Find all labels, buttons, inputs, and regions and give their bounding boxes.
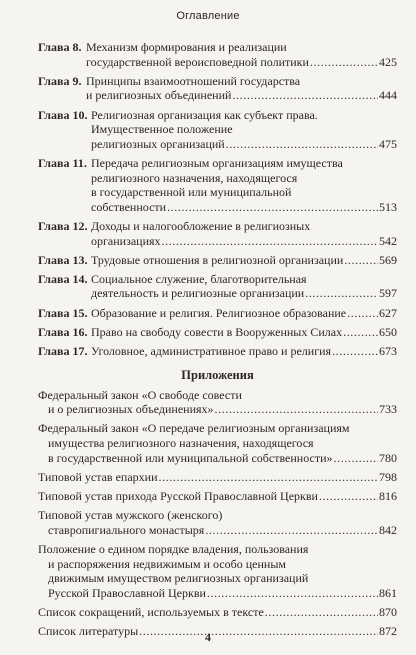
chapter-entry xyxy=(38,108,397,152)
chapter-entry xyxy=(38,156,397,214)
page-reference: 569 xyxy=(379,252,397,267)
appendix-entry xyxy=(38,470,397,485)
entry-line: Трудовые отношения в религиозной организации xyxy=(91,252,344,267)
page-reference: 597 xyxy=(379,286,397,301)
page-reference: 425 xyxy=(379,54,397,69)
dot-leader xyxy=(332,344,378,359)
dot-leader xyxy=(215,402,378,417)
entry-last-line xyxy=(38,586,397,601)
entry-last-line xyxy=(91,306,397,321)
entry-last-line xyxy=(86,55,397,70)
entry-line: Передача религиозным организациям имущества xyxy=(91,155,343,170)
entry-line: Религиозная организация как субъект права. xyxy=(91,107,318,122)
appendix-entry xyxy=(38,388,397,417)
chapter-entry xyxy=(38,272,397,301)
entry-line: Федеральный закон «О свободе совести xyxy=(38,387,242,402)
chapter-label: Глава 12. xyxy=(38,218,88,233)
entry-line: Механизм формирования и реализации xyxy=(86,40,287,54)
entry-last-line xyxy=(91,286,397,301)
page-reference: 842 xyxy=(379,522,397,537)
page-reference: 798 xyxy=(379,469,397,484)
entry-line: Русской Православной Церкви xyxy=(48,585,206,600)
dot-leader xyxy=(347,306,378,321)
entry-line: Право на свободу совести в Вооруженных Силах xyxy=(91,324,343,339)
entry-line: деятельность и религиозные организации xyxy=(91,286,305,301)
dot-leader xyxy=(162,234,378,249)
entry-line: движимым имуществом религиозных организаций xyxy=(48,571,309,586)
entry-title xyxy=(38,508,397,537)
chapter-label: Глава 14. xyxy=(38,271,88,286)
entry-last-line xyxy=(91,137,397,152)
entry-last-line xyxy=(91,325,397,340)
appendix-entry xyxy=(38,421,397,465)
chapter-label: Глава 8. xyxy=(38,40,82,54)
chapter-entry xyxy=(38,306,397,321)
page-reference: 733 xyxy=(379,402,397,417)
entry-line: имущества религиозного назначения, находящегося xyxy=(48,436,314,450)
entry-line: Уголовное, административное право и религия xyxy=(91,344,332,359)
chapter-entry xyxy=(38,344,397,359)
chapter-label: Глава 15. xyxy=(38,305,88,320)
entry-line: и о религиозных объединениях» xyxy=(48,402,214,417)
page-reference: 870 xyxy=(379,604,397,619)
chapter-entry xyxy=(38,253,397,268)
entry-title xyxy=(38,542,397,600)
entry-title xyxy=(91,306,397,321)
chapter-list xyxy=(38,40,397,359)
entry-title xyxy=(91,253,397,268)
page-reference: 542 xyxy=(379,233,397,248)
entry-last-line xyxy=(38,489,397,504)
page-reference: 650 xyxy=(379,324,397,339)
dot-leader xyxy=(310,55,378,70)
chapter-label: Глава 10. xyxy=(38,107,88,122)
entry-line: организациях xyxy=(91,233,161,248)
entry-last-line xyxy=(91,200,397,215)
dot-leader xyxy=(159,470,378,485)
chapter-label: Глава 13. xyxy=(38,252,88,267)
entry-last-line xyxy=(38,470,397,485)
page-reference: 513 xyxy=(379,199,397,214)
entry-last-line xyxy=(38,402,397,417)
entry-title xyxy=(38,470,397,485)
entry-title xyxy=(38,489,397,504)
dot-leader xyxy=(265,605,378,620)
page-reference: 861 xyxy=(379,585,397,600)
entry-line: Имущественное положение xyxy=(91,122,233,137)
chapter-entry xyxy=(38,219,397,248)
page-reference: 627 xyxy=(379,305,397,320)
appendix-entry xyxy=(38,489,397,504)
entry-line: в государственной или муниципальной собственности» xyxy=(48,450,333,465)
appendix-list xyxy=(38,388,397,639)
page-reference: 872 xyxy=(379,624,397,639)
table-of-contents xyxy=(38,40,397,643)
entry-last-line xyxy=(38,605,397,620)
entry-line: Список литературы xyxy=(38,624,139,639)
appendix-entry xyxy=(38,508,397,537)
chapter-label: Глава 17. xyxy=(38,344,88,359)
entry-title xyxy=(86,40,397,69)
dot-leader xyxy=(343,325,378,340)
dot-leader xyxy=(205,523,378,538)
page-reference: 444 xyxy=(379,88,397,103)
dot-leader xyxy=(344,253,378,268)
chapter-label: Глава 9. xyxy=(38,73,82,88)
chapter-label: Глава 16. xyxy=(38,324,88,339)
chapter-label: Глава 11. xyxy=(38,155,87,170)
entry-last-line xyxy=(38,523,397,538)
entry-title xyxy=(91,219,397,248)
entry-title xyxy=(38,388,397,417)
dot-leader xyxy=(226,137,378,152)
entry-line: государственной вероисповедной политики xyxy=(86,54,309,69)
dot-leader xyxy=(334,451,378,466)
entry-line: религиозного назначения, находящегося xyxy=(91,170,298,185)
page-reference: 816 xyxy=(379,488,397,503)
entry-line: Доходы и налогообложение в религиозных xyxy=(91,218,311,233)
entry-title xyxy=(91,272,397,301)
entry-line: в государственной или муниципальной xyxy=(91,185,292,200)
entry-line: Принципы взаимоотношений государства xyxy=(86,73,301,88)
page-reference: 780 xyxy=(379,450,397,465)
dot-leader xyxy=(207,586,378,601)
entry-line: Образование и религия. Религиозное образование xyxy=(91,305,347,320)
entry-title xyxy=(91,344,397,359)
entry-title xyxy=(91,325,397,340)
page-number: 4 xyxy=(205,630,211,644)
entry-line: и религиозных объединений xyxy=(86,88,232,103)
entry-line: Типовой устав епархии xyxy=(38,469,158,484)
entry-title xyxy=(38,421,397,465)
entry-line: Федеральный закон «О передаче религиозным организациям xyxy=(38,421,350,436)
entry-last-line xyxy=(38,451,397,466)
dot-leader xyxy=(305,286,378,301)
entry-line: Список сокращений, используемых в тексте xyxy=(38,604,264,619)
dot-leader xyxy=(319,489,378,504)
entry-title xyxy=(91,156,397,214)
entry-title xyxy=(38,605,397,620)
chapter-entry xyxy=(38,74,397,103)
entry-line: Социальное служение, благотворительная xyxy=(91,271,307,286)
dot-leader xyxy=(167,200,378,215)
entry-last-line xyxy=(86,88,397,103)
page-reference: 475 xyxy=(379,136,397,151)
entry-last-line xyxy=(91,344,397,359)
entry-last-line xyxy=(91,234,397,249)
entry-title xyxy=(91,108,397,152)
entry-title xyxy=(86,74,397,103)
page-reference: 673 xyxy=(379,344,397,359)
entry-line: Положение о едином порядке владения, пользования xyxy=(38,541,309,556)
appendix-entry xyxy=(38,605,397,620)
entry-line: ставропигиального монастыря xyxy=(48,522,205,537)
entry-line: Типовой устав мужского (женского) xyxy=(38,508,223,523)
chapter-entry xyxy=(38,325,397,340)
entry-last-line xyxy=(91,253,397,268)
entry-line: религиозных организаций xyxy=(91,136,225,151)
entry-line: собственности xyxy=(91,199,167,214)
chapter-entry xyxy=(38,40,397,69)
page-header: Оглавление xyxy=(176,10,240,22)
entry-line: Типовой устав прихода Русской Православной Церкви xyxy=(38,488,318,503)
dot-leader xyxy=(232,88,378,103)
entry-line: и распоряжения недвижимым и особо ценным xyxy=(48,556,286,571)
appendix-entry xyxy=(38,542,397,600)
appendix-title: Приложения xyxy=(181,367,254,382)
